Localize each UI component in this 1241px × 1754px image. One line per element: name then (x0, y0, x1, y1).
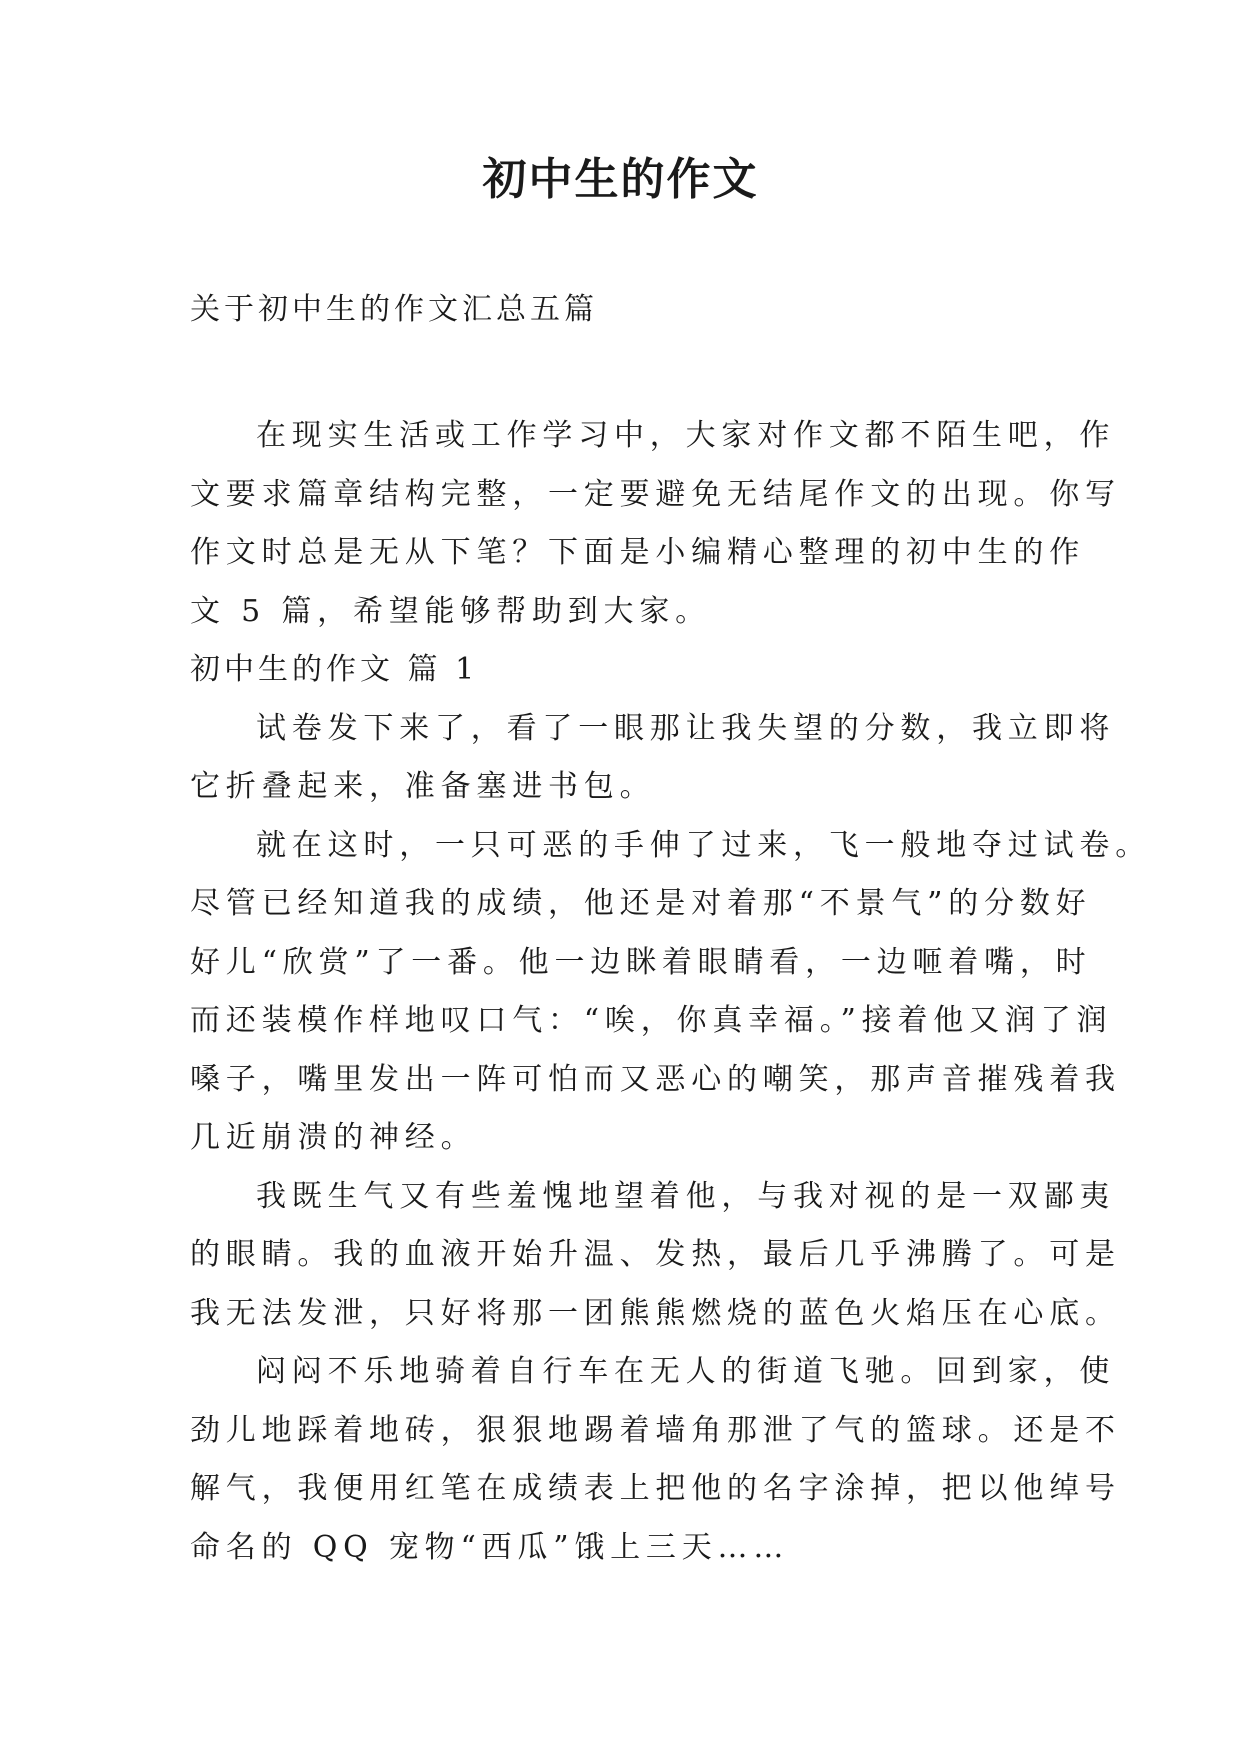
paragraph-line: 嗓子，嘴里发出一阵可怕而又恶心的嘲笑，那声音摧残着我 (190, 1061, 1121, 1097)
paragraph-line: 解气，我便用红笔在成绩表上把他的名字涂掉，把以他绰号 (190, 1471, 1121, 1506)
section-heading: 初中生的作文 篇 1 (190, 652, 479, 687)
paragraph-line: 而还装模作样地叹口气：“唉，你真幸福。”接着他又润了润 (190, 1003, 1113, 1038)
paragraph-line: 在现实生活或工作学习中，大家对作文都不陌生吧，作 (256, 418, 1116, 453)
paragraph-line: 劲儿地踩着地砖，狠狠地踢着墙角那泄了气的篮球。还是不 (190, 1412, 1121, 1448)
paragraph-line: 命名的 QQ 宠物“西瓜”饿上三天…… (190, 1529, 790, 1565)
document-title: 初中生的作文 (482, 154, 759, 205)
document-subtitle: 关于初中生的作文汇总五篇 (190, 292, 598, 327)
paragraph-line: 几近崩溃的神经。 (190, 1120, 477, 1155)
document-body (190, 407, 1151, 1577)
paragraph-line: 我既生气又有些羞愧地望着他，与我对视的是一双鄙夷 (256, 1178, 1116, 1214)
paragraph-line: 尽管已经知道我的成绩，他还是对着那“不景气”的分数好 (190, 886, 1092, 921)
paragraph-line: 文 5 篇，希望能够帮助到大家。 (190, 593, 711, 629)
paragraph-line: 好儿“欣赏”了一番。他一边眯着眼睛看，一边咂着嘴，时 (190, 944, 1092, 980)
paragraph-line: 文要求篇章结构完整，一定要避免无结尾作文的出现。你写 (190, 476, 1121, 512)
paragraph-line: 作文时总是无从下笔？下面是小编精心整理的初中生的作 (190, 535, 1085, 570)
paragraph-line: 闷闷不乐地骑着自行车在无人的街道飞驰。回到家，使 (256, 1354, 1116, 1389)
paragraph-line: 试卷发下来了，看了一眼那让我失望的分数，我立即将 (256, 710, 1116, 746)
paragraph-line: 它折叠起来，准备塞进书包。 (190, 769, 656, 804)
paragraph-line: 就在这时，一只可恶的手伸了过来，飞一般地夺过试卷。 (256, 827, 1151, 863)
paragraph-line: 我无法发泄，只好将那一团熊熊燃烧的蓝色火焰压在心底。 (190, 1295, 1121, 1331)
paragraph-line: 的眼睛。我的血液开始升温、发热，最后几乎沸腾了。可是 (190, 1237, 1121, 1272)
